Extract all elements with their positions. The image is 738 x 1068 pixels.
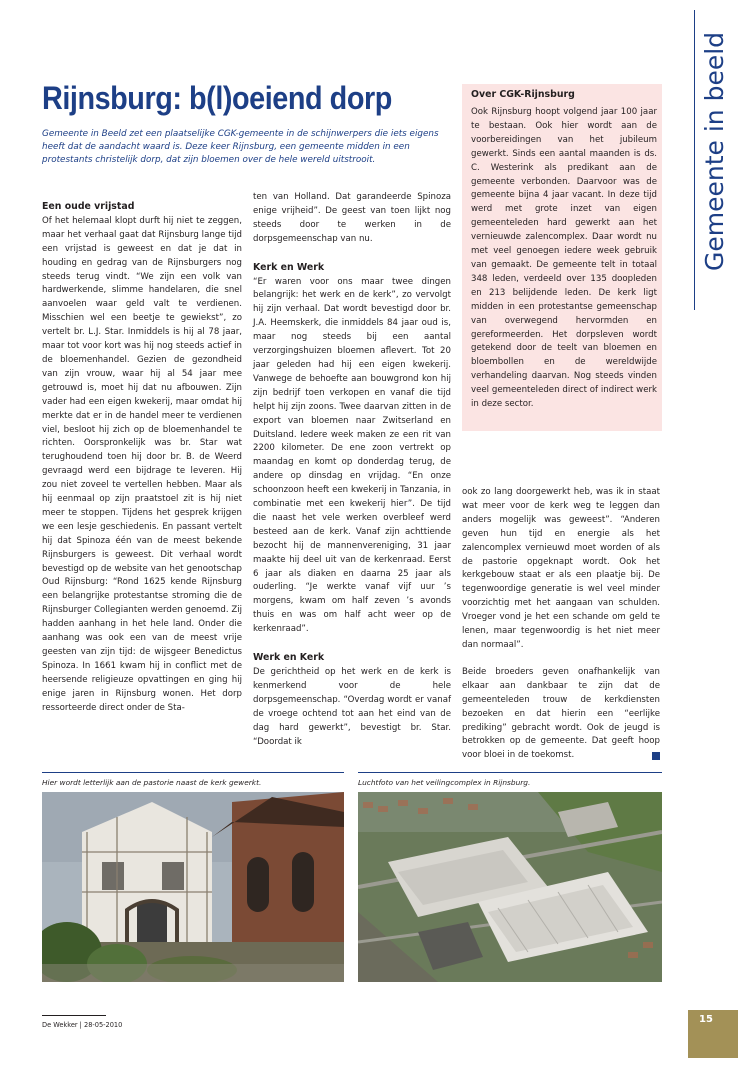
sidebox-title: Over CGK-Rijnsburg xyxy=(471,89,575,100)
column-2-text-top: ten van Holland. Dat garandeerde Spinoza enige vrijheid”. De geest van toen lijkt nog steeds door te werken in de dorpsgemeenschap van nu. xyxy=(253,192,451,244)
column-1 xyxy=(42,200,242,716)
sidebox-over-cgk-rijnsburg xyxy=(462,84,662,431)
sidebox-text: Ook Rijnsburg hoopt volgend jaar 100 jaar te bestaan. Ook hier wordt aan de voorbereidingen van het jubileum gewerkt. Sinds een aantal maanden is ds. C. Westerink als predikant aan de gemeente verbonden. Daarvoor was de gemeente bijna 4 jaar vacant. In deze tijd werd met grote inzet van eigen gemeenteleden hard gewerkt aan het vernieuwde zalencomplex. Daar wordt nu met veel genoegen iedere week gebruik van gemaakt. De gemeente telt in totaal 348 leden, verdeeld over 135 doopleden en 213 belijdende leden. De kerk ligt midden in een protestantse gemeenschap van overwegend hervormden en gereformeerden. Het dorpsleven wordt getekend door de teelt van bloemen en bloembollen en de wereldwijde verhandeling daarvan. Nog steeds vinden veel gemeenteleden direct of indirect werk in deze sector. xyxy=(471,107,657,410)
end-mark-icon xyxy=(652,752,660,760)
photo-pastorie-image xyxy=(42,792,344,982)
article-intro: Gemeente in Beeld zet een plaatselijke CGK-gemeente in de schijnwerpers die iets eigens heeft dat de aandacht waard is. Deze keer Rijnsburg, een gemeente midden in een protestants christelijk dorp, dat zijn bloemen over de hele wereld uitstrooit. xyxy=(42,129,439,165)
photo-veilingcomplex-image xyxy=(358,792,662,982)
caption-right: Luchtfoto van het veilingcomplex in Rijnsburg. xyxy=(358,778,531,787)
caption-left: Hier wordt letterlijk aan de pastorie naast de kerk gewerkt. xyxy=(42,778,262,787)
column-2-text-2: De gerichtheid op het werk en de kerk is kenmerkend voor de hele dorpsgemeenschap. “Overdag wordt er vanaf de vroege ochtend tot aan het eind van de dag hard gewerkt”, bevestigt br. Star. “Doordat ik xyxy=(253,667,451,747)
footer-rule xyxy=(42,1015,106,1016)
page-number: 15 xyxy=(699,1014,713,1025)
heading-werk-en-kerk: Werk en Kerk xyxy=(253,652,325,664)
photo-pastorie xyxy=(42,792,344,982)
caption-rule-left xyxy=(42,772,344,773)
heading-een-oude-vrijstad: Een oude vrijstad xyxy=(42,201,135,212)
photo-veilingcomplex xyxy=(358,792,662,982)
article-title: Rijnsburg: b(l)oeiend dorp xyxy=(42,80,392,116)
column-3 xyxy=(462,486,660,763)
column-1-text: Of het helemaal klopt durft hij niet te zeggen, maar het verhaal gaat dat Rijnsburg lange tijd een vrijstad is geweest en dat je dat in houding en gedrag van de Rijnsburgers nog steeds terug vindt. “We zijn een volk van hardwerkende, slimme handelaren, die snel aanvoelen waar geld valt te verdienen. Misschien wel een beetje te gewiekst”, zo vertelt br. L.J. Star. Inmiddels is hij al 78 jaar, maar tot voor kort was hij nog steeds actief in de bloemenhandel. Gezien de gezondheid van zijn vrouw, waar hij al 54 jaar mee getrouwd is, moet hij dat nu afbouwen. Zijn vader had een eigen kwekerij, maar omdat hij merkte dat er in de handel meer te verdienen viel, besloot hij zich op de bloemenhandel te richten. Oorspronkelijk was br. Star wat terughoudend toen hij door br. B. de Weerd gevraagd werd een bijdrage te leveren. Hij zou niet zoveel te vertellen hebben. Maar als hij eenmaal op zijn praatstoel zit is hij niet meer te stoppen. Tijdens het gesprek krijgen we een lesje geschiedenis. En passant vertelt hij dat Spinoza één van de meest bekende Rijnsburgers is geweest. Dit verhaal wordt bevestigd op de website van het genootschap Oud Rijnsburg: “Rond 1625 kende Rijnsburg een belangrijke protestantse stroming die de Rijnsburger Collegianten werden genoemd. Zij hadden aanhang in het hele land. Onder die aanhang was ook een van de meest vrije geesten van zijn tijd: de wijsgeer Benedictus Spinoza. In 1661 kwam hij in conflict met de heersende religieuze opvattingen en ging hij enige jaren in Rijnsburg wonen. Het dorp ressorteerde direct onder de Sta- xyxy=(42,215,242,713)
column-2-text-1: “Er waren voor ons maar twee dingen belangrijk: het werk en de kerk”, zo vervolgt hij zijn verhaal. Dat wordt bevestigd door br. J.A. Heemskerk, die inmiddels 84 jaar oud is, maar nog steeds bij een aantal verzorgingshuizen bloemen aflevert. Tot 20 jaar geleden had hij een eigen kwekerij. Vanwege de behoefte aan bouwgrond kon hij zijn bedrijf toen verkopen en vanaf die tijd helpt hij zijn zoons. Twee daarvan zitten in de export van bloemen naar Zwitserland en Duitsland. Iedere week maken ze een rit van 2200 kilometer. De ene zoon vertrekt op maandag en komt op donderdag terug, de andere op dinsdag en vrijdag. “En onze schoonzoon heeft een kwekerij in Tanzania, in combinatie met een kwekerij hier”. De tijd die naast het vele werken overbleef werd besteed aan de kerk. Vanaf zijn achttiende bezocht hij de mannenvereniging, 31 jaar maakte hij deel uit van de kerkenraad. Eerst 6 jaar als diaken en daarna 25 jaar als ouderling. “Je werkte vanaf vijf uur ’s morgens, kwam om half zeven ’s avonds thuis en was om half acht weer op de kerkenraad”. xyxy=(253,276,451,635)
section-label: Gemeente in beeld xyxy=(700,31,729,271)
footer-publication: De Wekker | 28-05-2010 xyxy=(42,1021,123,1029)
column-3-text-1: ook zo lang doorgewerkt heb, was ik in staat wat meer voor de kerk weg te leggen dan anders mogelijk was geweest”. “Anderen geven hun tijd en energie als het zalencomplex vernieuwd moet worden of als de pastorie opgeknapt wordt. Ook het kerkgebouw staat er als een plaatje bij. De tegenwoordige generatie is wel veel minder voorzichtig met het aangaan van schulden. Vroeger vond je het een schande om geld te lenen, maar tegenwoordig is het niet meer dan normaal”. xyxy=(462,487,660,650)
heading-kerk-en-werk: Kerk en Werk xyxy=(253,261,325,273)
section-rule xyxy=(694,10,695,310)
column-3-text-2: Beide broeders geven onafhankelijk van elkaar aan dankbaar te zijn dat de gemeenteleden trouw de kerkdiensten bezoeken en dat hierin een “eerlijke prediking” gebracht wordt. Ook de jeugd is betrokken op de gemeente. Dat geeft hoop voor bloei in de toekomst. xyxy=(462,666,660,761)
caption-rule-right xyxy=(358,772,662,773)
column-2 xyxy=(253,191,451,749)
